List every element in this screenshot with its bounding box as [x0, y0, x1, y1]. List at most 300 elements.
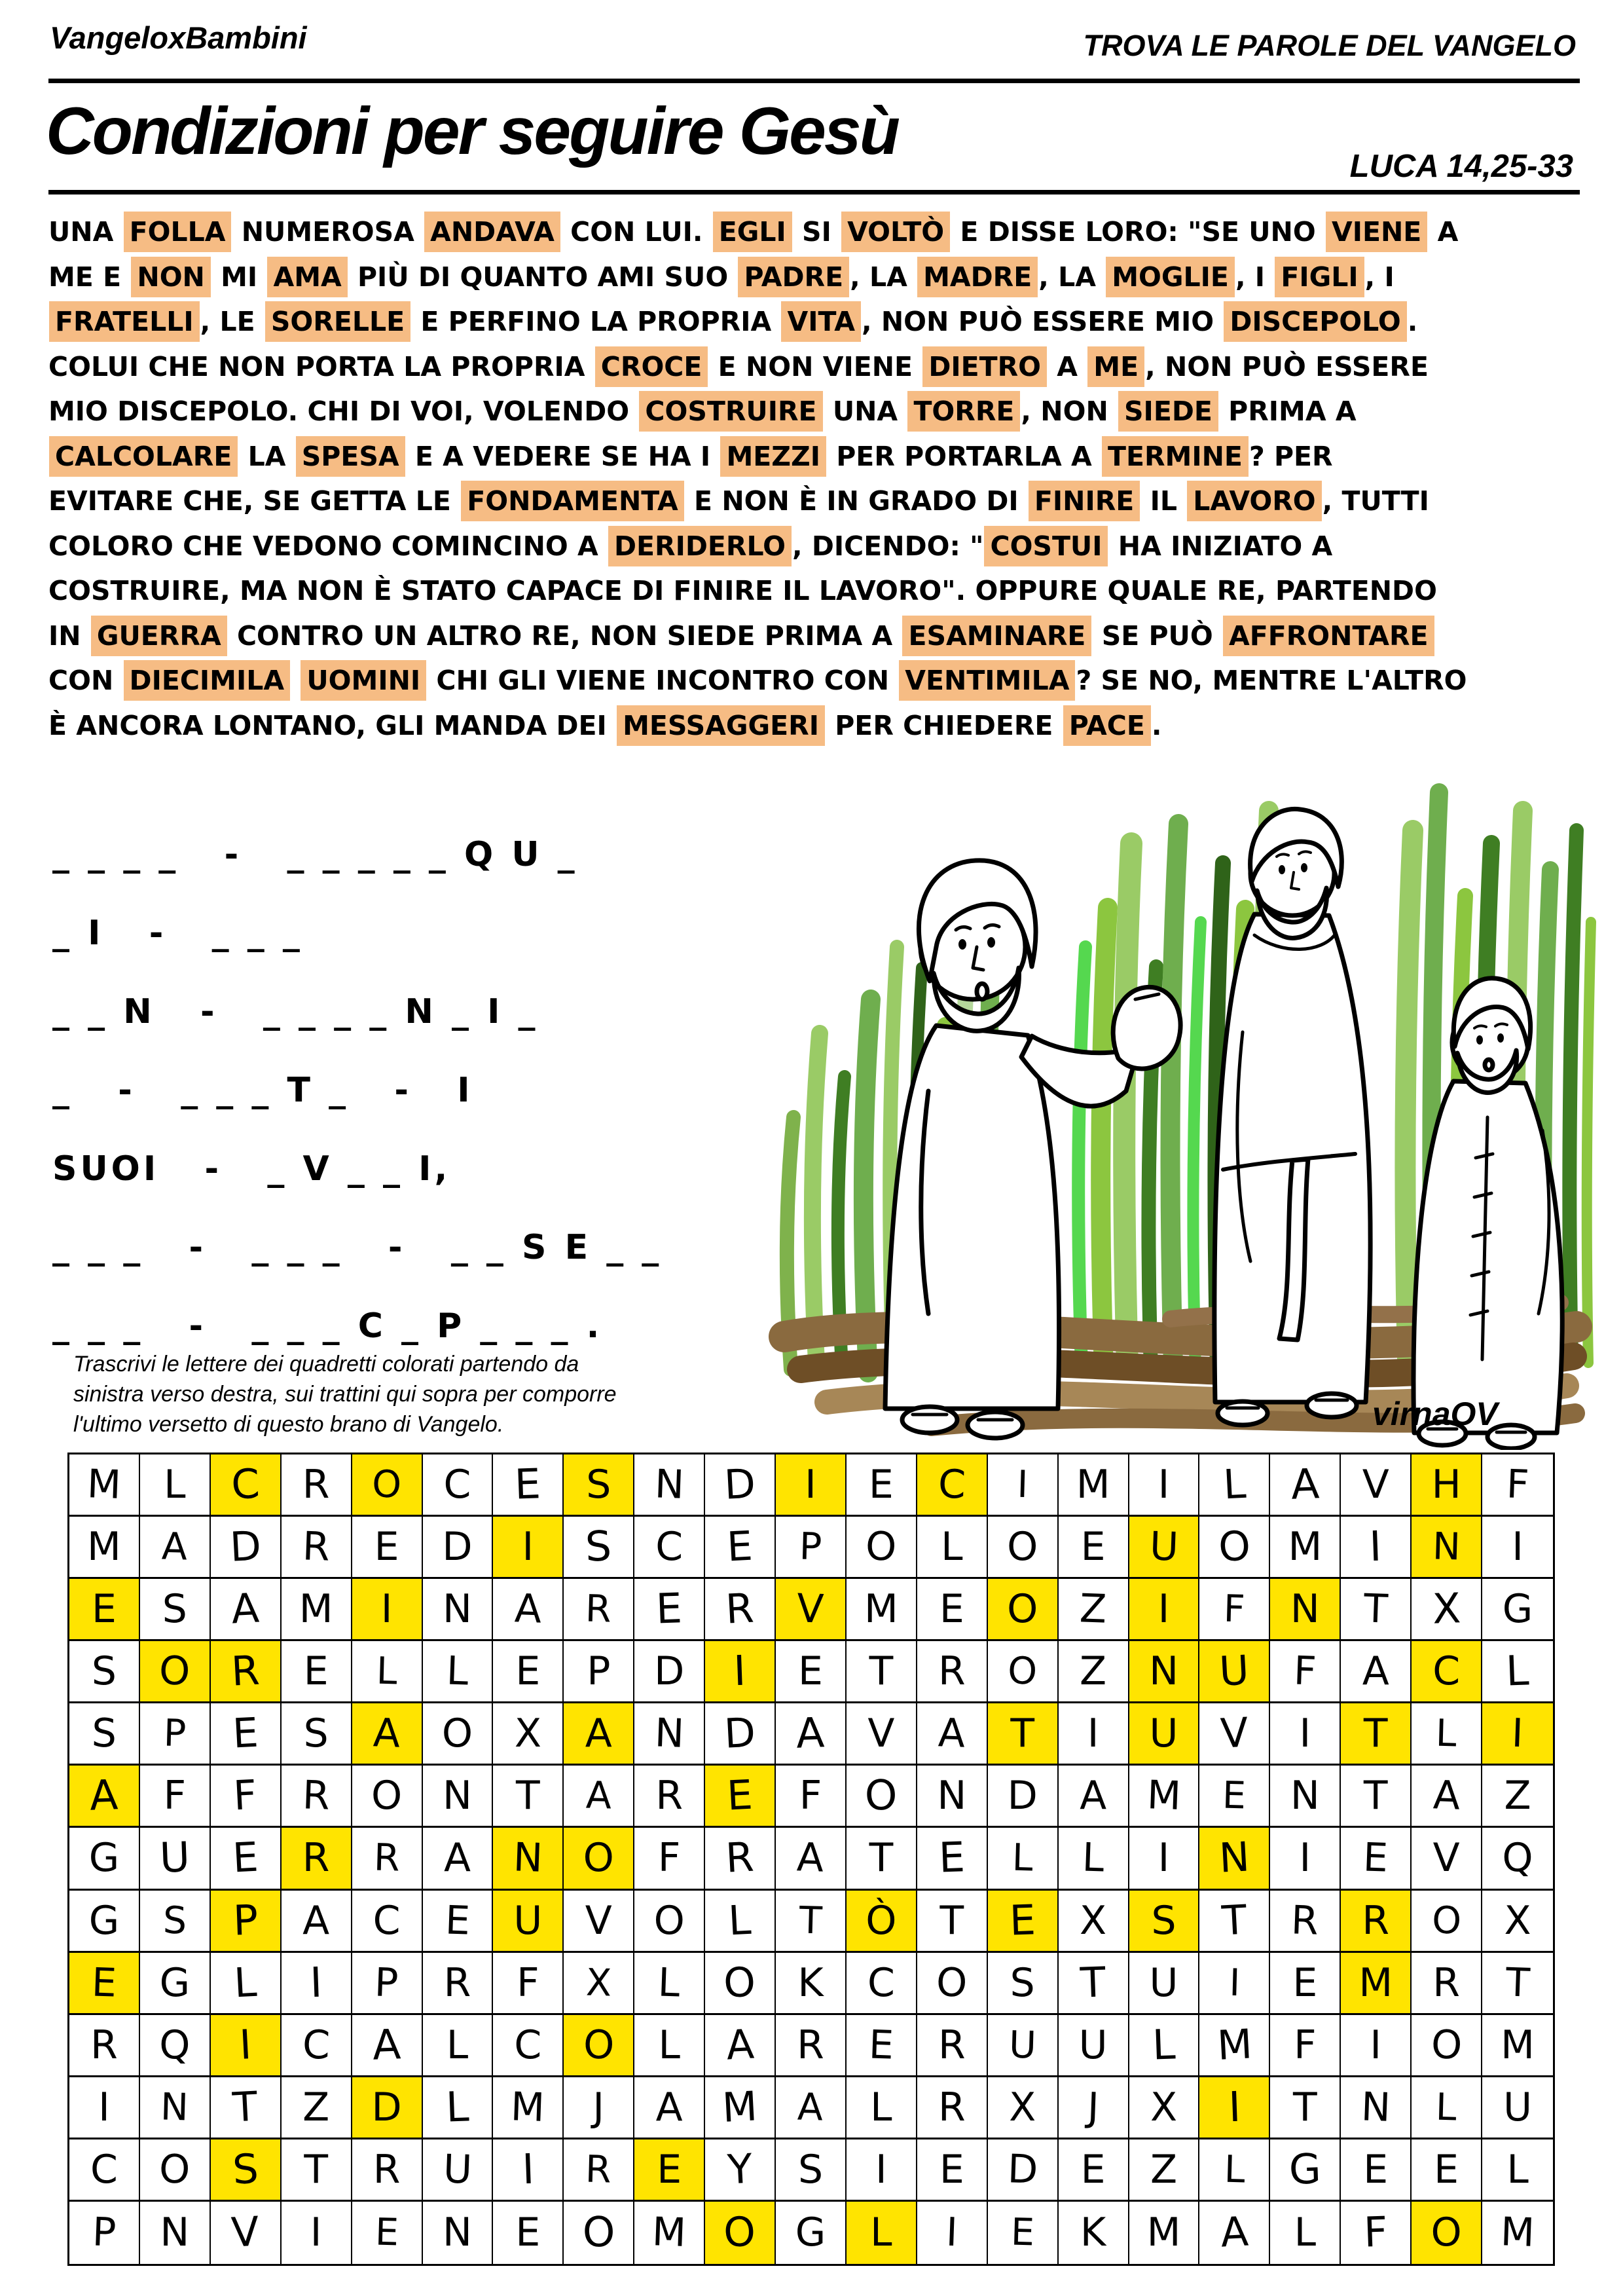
grid-cell[interactable]: I — [1129, 1579, 1200, 1641]
grid-cell[interactable]: E — [1059, 1517, 1129, 1579]
grid-cell[interactable]: D — [988, 1766, 1059, 1828]
grid-cell[interactable]: M — [493, 2077, 564, 2139]
grid-cell[interactable]: M — [1059, 1454, 1129, 1517]
grid-cell[interactable]: I — [1482, 1703, 1553, 1766]
grid-cell[interactable]: M — [1129, 2202, 1200, 2264]
grid-cell[interactable]: T — [1341, 1703, 1412, 1766]
grid-cell[interactable]: G — [1482, 1579, 1553, 1641]
grid-cell[interactable]: V — [776, 1579, 847, 1641]
grid-cell[interactable]: L — [1270, 2202, 1341, 2264]
grid-cell[interactable]: E — [211, 1703, 282, 1766]
grid-cell[interactable]: V — [1412, 1828, 1482, 1890]
grid-cell[interactable]: F — [493, 1953, 564, 2015]
grid-cell[interactable]: E — [1270, 1953, 1341, 2015]
grid-cell[interactable]: M — [69, 1517, 140, 1579]
highlighted-word: VOLTÒ — [841, 212, 950, 252]
grid-cell[interactable]: N — [493, 1828, 564, 1890]
grid-cell[interactable]: T — [1341, 1579, 1412, 1641]
grid-cell[interactable]: E — [352, 1517, 423, 1579]
grid-cell[interactable]: F — [1199, 1579, 1270, 1641]
grid-cell[interactable]: U — [1059, 2015, 1129, 2077]
grid-cell[interactable]: R — [1270, 1891, 1341, 1953]
grid-cell[interactable]: A — [140, 1517, 211, 1579]
grid-cell[interactable]: T — [847, 1828, 917, 1890]
grid-cell[interactable]: U — [423, 2139, 494, 2202]
grid-cell[interactable]: C — [352, 1891, 423, 1953]
grid-cell[interactable]: L — [1199, 1454, 1270, 1517]
grid-cell[interactable]: C — [847, 1953, 917, 2015]
grid-cell[interactable]: K — [1059, 2202, 1129, 2264]
grid-cell[interactable]: A — [564, 1703, 634, 1766]
grid-cell[interactable]: R — [1412, 1953, 1482, 2015]
grid-cell[interactable]: M — [847, 1579, 917, 1641]
grid-cell[interactable]: O — [1412, 2015, 1482, 2077]
highlighted-word: FOLLA — [124, 212, 232, 252]
grid-cell[interactable]: C — [69, 2139, 140, 2202]
grid-cell[interactable]: E — [634, 1579, 705, 1641]
passage-line: MIO DISCEPOLO. CHI DI VOI, VOLENDO COSTRUIRE UNA TORRE , NON SIEDE PRIMA A — [48, 389, 1587, 434]
grid-cell[interactable]: A — [493, 1579, 564, 1641]
header-divider — [48, 79, 1580, 83]
grid-cell[interactable]: E — [282, 1641, 352, 1703]
grid-cell[interactable]: C — [634, 1517, 705, 1579]
grid-cell[interactable]: R — [282, 1828, 352, 1890]
grid-cell[interactable]: C — [917, 1454, 988, 1517]
grid-cell[interactable]: R — [776, 2015, 847, 2077]
grid-cell[interactable]: I — [1129, 1828, 1200, 1890]
grid-cell[interactable]: L — [211, 1953, 282, 2015]
grid-cell[interactable]: P — [352, 1953, 423, 2015]
highlighted-word: DIECIMILA — [124, 660, 291, 701]
grid-cell[interactable]: I — [1482, 1517, 1553, 1579]
grid-cell[interactable]: A — [917, 1703, 988, 1766]
grid-cell[interactable]: E — [69, 1953, 140, 2015]
blank-line[interactable]: _ _ _ _ - _ _ _ _ _ Q U _ — [52, 835, 578, 874]
grid-cell[interactable]: R — [352, 2139, 423, 2202]
answer-blanks[interactable] — [52, 815, 662, 1365]
grid-cell[interactable]: E — [211, 1828, 282, 1890]
grid-cell[interactable]: N — [917, 1766, 988, 1828]
grid-cell[interactable]: E — [917, 1579, 988, 1641]
passage-line: CON DIECIMILA UOMINI CHI GLI VIENE INCONTRO CON VENTIMILA ? SE NO, MENTRE L'ALTRO — [48, 658, 1587, 703]
grid-cell[interactable]: S — [140, 1579, 211, 1641]
grid-cell[interactable]: E — [1412, 2139, 1482, 2202]
grid-cell[interactable]: P — [140, 1703, 211, 1766]
grid-cell[interactable]: E — [1059, 2139, 1129, 2202]
grid-cell[interactable]: I — [493, 1517, 564, 1579]
grid-cell[interactable]: O — [1199, 1517, 1270, 1579]
grid-cell[interactable]: I — [1341, 2015, 1412, 2077]
grid-cell[interactable]: Z — [1059, 1641, 1129, 1703]
grid-cell[interactable]: L — [634, 2015, 705, 2077]
grid-cell[interactable]: Q — [140, 2015, 211, 2077]
grid-cell[interactable]: U — [1129, 1703, 1200, 1766]
grid-cell[interactable]: L — [1199, 2139, 1270, 2202]
grid-cell[interactable]: A — [564, 1766, 634, 1828]
grid-cell[interactable]: R — [1341, 1891, 1412, 1953]
grid-cell[interactable]: E — [847, 1454, 917, 1517]
grid-cell[interactable]: E — [705, 1766, 776, 1828]
passage-line: EVITARE CHE, SE GETTA LE FONDAMENTA E NON È IN GRADO DI FINIRE IL LAVORO , TUTTI — [48, 479, 1587, 524]
grid-cell[interactable]: M — [1482, 2015, 1553, 2077]
grid-cell[interactable]: G — [140, 1953, 211, 2015]
grid-cell[interactable]: E — [705, 1517, 776, 1579]
grid-cell[interactable]: I — [69, 2077, 140, 2139]
grid-cell[interactable]: L — [1482, 2139, 1553, 2202]
grid-cell[interactable]: S — [564, 1517, 634, 1579]
grid-cell[interactable]: U — [1129, 1517, 1200, 1579]
grid-cell[interactable]: O — [140, 1641, 211, 1703]
grid-cell[interactable]: N — [1199, 1828, 1270, 1890]
grid-cell[interactable]: Y — [705, 2139, 776, 2202]
grid-cell[interactable]: F — [634, 1828, 705, 1890]
grid-cell[interactable]: O — [352, 1454, 423, 1517]
grid-cell[interactable]: T — [847, 1641, 917, 1703]
grid-cell[interactable]: M — [282, 1579, 352, 1641]
grid-cell[interactable]: A — [1341, 1641, 1412, 1703]
grid-cell[interactable]: A — [352, 1703, 423, 1766]
grid-cell[interactable]: E — [988, 2202, 1059, 2264]
grid-cell[interactable]: I — [352, 1579, 423, 1641]
grid-cell[interactable]: L — [634, 1953, 705, 2015]
grid-cell[interactable]: T — [1199, 1891, 1270, 1953]
grid-cell[interactable]: L — [423, 2077, 494, 2139]
grid-cell[interactable]: I — [1199, 2077, 1270, 2139]
grid-cell[interactable]: U — [140, 1828, 211, 1890]
grid-cell[interactable]: M — [69, 1454, 140, 1517]
grid-cell[interactable]: M — [1129, 1766, 1200, 1828]
grid-cell[interactable]: S — [140, 1891, 211, 1953]
blank-line[interactable]: _ I - _ _ _ — [52, 914, 303, 953]
grid-cell[interactable]: E — [1199, 1766, 1270, 1828]
grid-cell[interactable]: L — [423, 1641, 494, 1703]
grid-cell[interactable]: I — [211, 2015, 282, 2077]
grid-cell[interactable]: L — [1412, 2077, 1482, 2139]
grid-cell[interactable]: C — [211, 1454, 282, 1517]
grid-cell[interactable]: J — [564, 2077, 634, 2139]
grid-cell[interactable]: D — [988, 2139, 1059, 2202]
grid-cell[interactable]: L — [1482, 1641, 1553, 1703]
grid-cell[interactable]: I — [1059, 1703, 1129, 1766]
grid-cell[interactable]: O — [847, 1517, 917, 1579]
grid-cell[interactable]: U — [1482, 2077, 1553, 2139]
highlighted-word: VITA — [781, 301, 861, 342]
header-tagline: TROVA LE PAROLE DEL VANGELO — [1083, 29, 1576, 62]
highlighted-word: MADRE — [917, 257, 1038, 297]
grid-cell[interactable]: O — [140, 2139, 211, 2202]
grid-cell[interactable]: F — [1270, 1641, 1341, 1703]
grid-cell[interactable]: P — [776, 1517, 847, 1579]
grid-cell[interactable]: D — [705, 1454, 776, 1517]
grid-cell[interactable]: A — [776, 1703, 847, 1766]
blank-line[interactable]: _ _ _ - _ _ _ - _ _ S E _ _ — [52, 1228, 663, 1267]
grid-cell[interactable]: A — [705, 2015, 776, 2077]
grid-cell[interactable]: I — [1270, 1828, 1341, 1890]
grid-cell[interactable]: E — [634, 2139, 705, 2202]
grid-cell[interactable]: M — [634, 2202, 705, 2264]
jesus-disciples-illustration — [765, 750, 1597, 1450]
grid-cell[interactable]: L — [1129, 2015, 1200, 2077]
grid-cell[interactable]: C — [282, 2015, 352, 2077]
grid-cell[interactable]: A — [352, 2015, 423, 2077]
grid-cell[interactable]: N — [634, 1454, 705, 1517]
blank-line[interactable]: _ - _ _ _ T _ - I — [52, 1071, 473, 1110]
grid-cell[interactable]: L — [423, 2015, 494, 2077]
grid-cell[interactable]: F — [1270, 2015, 1341, 2077]
grid-cell[interactable]: E — [1341, 1828, 1412, 1890]
grid-cell[interactable]: O — [634, 1891, 705, 1953]
grid-cell[interactable]: Z — [1129, 2139, 1200, 2202]
grid-cell[interactable]: V — [564, 1891, 634, 1953]
grid-cell[interactable]: M — [705, 2077, 776, 2139]
grid-cell[interactable]: T — [917, 1891, 988, 1953]
grid-cell[interactable]: Z — [1059, 1579, 1129, 1641]
grid-cell[interactable]: N — [1270, 1579, 1341, 1641]
grid-cell[interactable]: Ò — [847, 1891, 917, 1953]
grid-cell[interactable]: A — [282, 1891, 352, 1953]
grid-cell[interactable]: A — [1059, 1766, 1129, 1828]
grid-cell[interactable]: F — [1482, 1454, 1553, 1517]
passage-line: FRATELLI , LE SORELLE E PERFINO LA PROPRIA VITA , NON PUÒ ESSERE MIO DISCEPOLO . — [48, 299, 1587, 344]
grid-cell[interactable]: S — [69, 1641, 140, 1703]
grid-cell[interactable]: I — [1199, 1953, 1270, 2015]
grid-cell[interactable]: U — [1129, 1953, 1200, 2015]
grid-cell[interactable]: R — [705, 1579, 776, 1641]
grid-cell[interactable]: R — [282, 1517, 352, 1579]
grid-cell[interactable]: O — [705, 2202, 776, 2264]
grid-cell[interactable]: R — [352, 1828, 423, 1890]
grid-cell[interactable]: M — [1199, 2015, 1270, 2077]
grid-cell[interactable]: N — [140, 2077, 211, 2139]
grid-cell[interactable]: E — [917, 2139, 988, 2202]
grid-cell[interactable]: L — [705, 1891, 776, 1953]
grid-cell[interactable]: S — [564, 1454, 634, 1517]
grid-cell[interactable]: D — [211, 1517, 282, 1579]
grid-cell[interactable]: D — [352, 2077, 423, 2139]
grid-cell[interactable]: P — [69, 2202, 140, 2264]
grid-cell[interactable]: L — [1412, 1703, 1482, 1766]
grid-cell[interactable]: T — [1341, 1766, 1412, 1828]
grid-cell[interactable]: I — [1129, 1454, 1200, 1517]
grid-cell[interactable]: E — [493, 2202, 564, 2264]
grid-cell[interactable]: O — [352, 1766, 423, 1828]
grid-cell[interactable]: O — [564, 2202, 634, 2264]
grid-cell[interactable]: R — [917, 1641, 988, 1703]
grid-cell[interactable]: R — [69, 2015, 140, 2077]
grid-cell[interactable]: M — [1499, 2209, 1536, 2257]
grid-cell[interactable]: A — [423, 1828, 494, 1890]
grid-cell[interactable]: N — [1129, 1641, 1200, 1703]
grid-cell[interactable]: L — [988, 1828, 1059, 1890]
grid-cell[interactable]: Z — [1482, 1766, 1553, 1828]
grid-cell[interactable]: T — [988, 1703, 1059, 1766]
grid-cell[interactable]: X — [493, 1703, 564, 1766]
grid-cell[interactable]: E — [493, 1454, 564, 1517]
grid-cell[interactable]: A — [1199, 2202, 1270, 2264]
grid-cell[interactable]: F — [776, 1766, 847, 1828]
grid-cell[interactable]: I — [988, 1454, 1059, 1517]
grid-cell[interactable]: L — [1059, 1828, 1129, 1890]
grid-cell[interactable]: G — [69, 1828, 140, 1890]
grid-cell[interactable]: E — [493, 1641, 564, 1703]
grid-cell[interactable]: O — [423, 1703, 494, 1766]
grid-cell[interactable]: L — [847, 2077, 917, 2139]
grid-cell[interactable]: R — [705, 1828, 776, 1890]
grid-cell[interactable]: E — [776, 1641, 847, 1703]
grid-cell[interactable]: P — [564, 1641, 634, 1703]
wordsearch-grid — [67, 1453, 1555, 2266]
grid-cell[interactable]: T — [1270, 2077, 1341, 2139]
grid-cell[interactable]: S — [282, 1703, 352, 1766]
grid-cell[interactable]: O — [1412, 1891, 1482, 1953]
grid-cell[interactable]: I — [917, 2202, 988, 2264]
grid-cell[interactable]: R — [917, 2077, 988, 2139]
grid-cell[interactable]: X — [1482, 1891, 1553, 1953]
grid-cell[interactable]: A — [1270, 1454, 1341, 1517]
grid-cell[interactable]: L — [140, 1454, 211, 1517]
grid-cell[interactable]: M — [1270, 1517, 1341, 1579]
highlighted-word: DERIDERLO — [608, 526, 792, 566]
blank-line[interactable]: SUOI - _ V _ _ I, — [52, 1149, 451, 1189]
grid-cell[interactable]: S — [211, 2139, 282, 2202]
grid-cell[interactable]: O — [847, 1766, 917, 1828]
grid-cell[interactable]: M — [1341, 1953, 1412, 2015]
highlighted-word: PADRE — [738, 257, 849, 297]
grid-cell[interactable]: P — [211, 1891, 282, 1953]
grid-cell[interactable]: Q — [1482, 1828, 1553, 1890]
grid-cell[interactable]: R — [211, 1641, 282, 1703]
passage-line: COSTRUIRE, MA NON È STATO CAPACE DI FINIRE IL LAVORO". OPPURE QUALE RE, PARTENDO — [48, 575, 1437, 606]
grid-cell[interactable]: C — [493, 2015, 564, 2077]
grid-cell[interactable]: I — [776, 1454, 847, 1517]
grid-cell[interactable]: A — [776, 2077, 847, 2139]
grid-cell[interactable]: F — [1341, 2202, 1412, 2264]
grid-cell[interactable]: I — [1270, 1703, 1341, 1766]
grid-cell[interactable]: D — [423, 1517, 494, 1579]
grid-cell[interactable]: G — [776, 2202, 847, 2264]
grid-cell[interactable]: T — [282, 2139, 352, 2202]
grid-cell[interactable]: E — [988, 1891, 1059, 1953]
grid-cell[interactable]: O — [988, 1579, 1059, 1641]
grid-cell[interactable]: F — [140, 1766, 211, 1828]
grid-cell[interactable]: H — [1412, 1454, 1482, 1517]
grid-cell[interactable]: I — [282, 1953, 352, 2015]
grid-cell[interactable]: D — [705, 1703, 776, 1766]
grid-cell[interactable]: N — [1341, 2077, 1412, 2139]
grid-cell[interactable]: G — [69, 1891, 140, 1953]
grid-cell[interactable]: O — [988, 1517, 1059, 1579]
grid-cell[interactable]: T — [776, 1891, 847, 1953]
grid-cell[interactable]: D — [634, 1641, 705, 1703]
grid-cell[interactable]: O — [1412, 2202, 1482, 2264]
grid-cell[interactable]: I — [1341, 1517, 1412, 1579]
grid-cell[interactable]: C — [423, 1454, 494, 1517]
grid-cell[interactable]: X — [988, 2077, 1059, 2139]
grid-cell[interactable]: O — [564, 1828, 634, 1890]
grid-cell[interactable]: T — [493, 1766, 564, 1828]
grid-cell[interactable]: R — [423, 1953, 494, 2015]
grid-cell[interactable]: F — [211, 1766, 282, 1828]
grid-cell[interactable]: Z — [282, 2077, 352, 2139]
grid-cell[interactable]: O — [917, 1953, 988, 2015]
grid-cell[interactable]: X — [1129, 2077, 1200, 2139]
grid-cell[interactable]: T — [211, 2077, 282, 2139]
grid-cell[interactable]: E — [917, 1828, 988, 1890]
grid-cell[interactable]: V — [211, 2202, 282, 2264]
grid-cell[interactable]: L — [847, 2202, 917, 2264]
grid-cell[interactable]: R — [564, 2139, 634, 2202]
grid-cell[interactable]: A — [634, 2077, 705, 2139]
grid-cell[interactable]: O — [705, 1953, 776, 2015]
grid-cell[interactable]: U — [988, 2015, 1059, 2077]
grid-cell[interactable]: S — [69, 1703, 140, 1766]
grid-cell[interactable]: U — [1199, 1641, 1270, 1703]
grid-cell[interactable]: A — [776, 1828, 847, 1890]
grid-cell[interactable]: I — [847, 2139, 917, 2202]
grid-cell[interactable]: S — [776, 2139, 847, 2202]
blank-line[interactable]: _ _ N - _ _ _ _ N _ I _ — [52, 992, 539, 1031]
grid-cell[interactable]: E — [1341, 2139, 1412, 2202]
grid-cell[interactable]: T — [1482, 1953, 1553, 2015]
grid-cell[interactable]: L — [917, 1517, 988, 1579]
grid-cell[interactable]: N — [423, 2202, 494, 2264]
grid-cell[interactable]: C — [1412, 1641, 1482, 1703]
passage-line: IN GUERRA CONTRO UN ALTRO RE, NON SIEDE PRIMA A ESAMINARE SE PUÒ AFFRONTARE — [48, 614, 1587, 659]
grid-cell[interactable]: V — [1199, 1703, 1270, 1766]
artist-signature: virnaOV — [1372, 1396, 1498, 1432]
grid-cell[interactable]: E — [847, 2015, 917, 2077]
grid-cell[interactable]: J — [1059, 2077, 1129, 2139]
grid-cell[interactable]: N — [423, 1766, 494, 1828]
grid-cell[interactable]: X — [1412, 1579, 1482, 1641]
grid-cell[interactable]: E — [423, 1891, 494, 1953]
grid-cell[interactable]: S — [988, 1953, 1059, 2015]
grid-cell[interactable]: U — [493, 1891, 564, 1953]
grid-cell[interactable]: N — [634, 1703, 705, 1766]
instructions-line: Trascrivi le lettere dei quadretti colorati partendo da — [73, 1352, 579, 1377]
grid-cell[interactable]: I — [282, 2202, 352, 2264]
grid-cell[interactable]: A — [69, 1766, 140, 1828]
grid-cell[interactable]: R — [282, 1766, 352, 1828]
blank-line[interactable]: _ _ _ - _ _ _ C _ P _ _ _ . — [52, 1306, 603, 1346]
grid-cell[interactable]: I — [493, 2139, 564, 2202]
grid-cell[interactable]: R — [564, 1579, 634, 1641]
grid-cell[interactable]: S — [1129, 1891, 1200, 1953]
grid-cell[interactable]: E — [352, 2202, 423, 2264]
grid-cell[interactable]: E — [69, 1579, 140, 1641]
grid-cell[interactable]: T — [1059, 1953, 1129, 2015]
grid-cell[interactable]: G — [1270, 2139, 1341, 2202]
grid-cell[interactable]: O — [988, 1641, 1059, 1703]
grid-cell[interactable]: K — [776, 1953, 847, 2015]
grid-cell[interactable]: N — [140, 2202, 211, 2264]
grid-cell[interactable]: V — [1341, 1454, 1412, 1517]
grid-cell[interactable]: A — [1412, 1766, 1482, 1828]
grid-cell[interactable]: N — [1412, 1517, 1482, 1579]
grid-cell[interactable]: A — [211, 1579, 282, 1641]
grid-cell[interactable]: X — [564, 1953, 634, 2015]
grid-cell[interactable]: R — [634, 1766, 705, 1828]
grid-cell[interactable]: N — [1270, 1766, 1341, 1828]
grid-cell[interactable]: L — [352, 1641, 423, 1703]
grid-cell[interactable]: V — [847, 1703, 917, 1766]
grid-cell[interactable]: R — [917, 2015, 988, 2077]
grid-cell[interactable]: O — [564, 2015, 634, 2077]
grid-cell[interactable]: N — [423, 1579, 494, 1641]
grid-cell[interactable]: I — [705, 1641, 776, 1703]
grid-cell[interactable]: R — [282, 1454, 352, 1517]
grid-cell[interactable]: X — [1059, 1891, 1129, 1953]
